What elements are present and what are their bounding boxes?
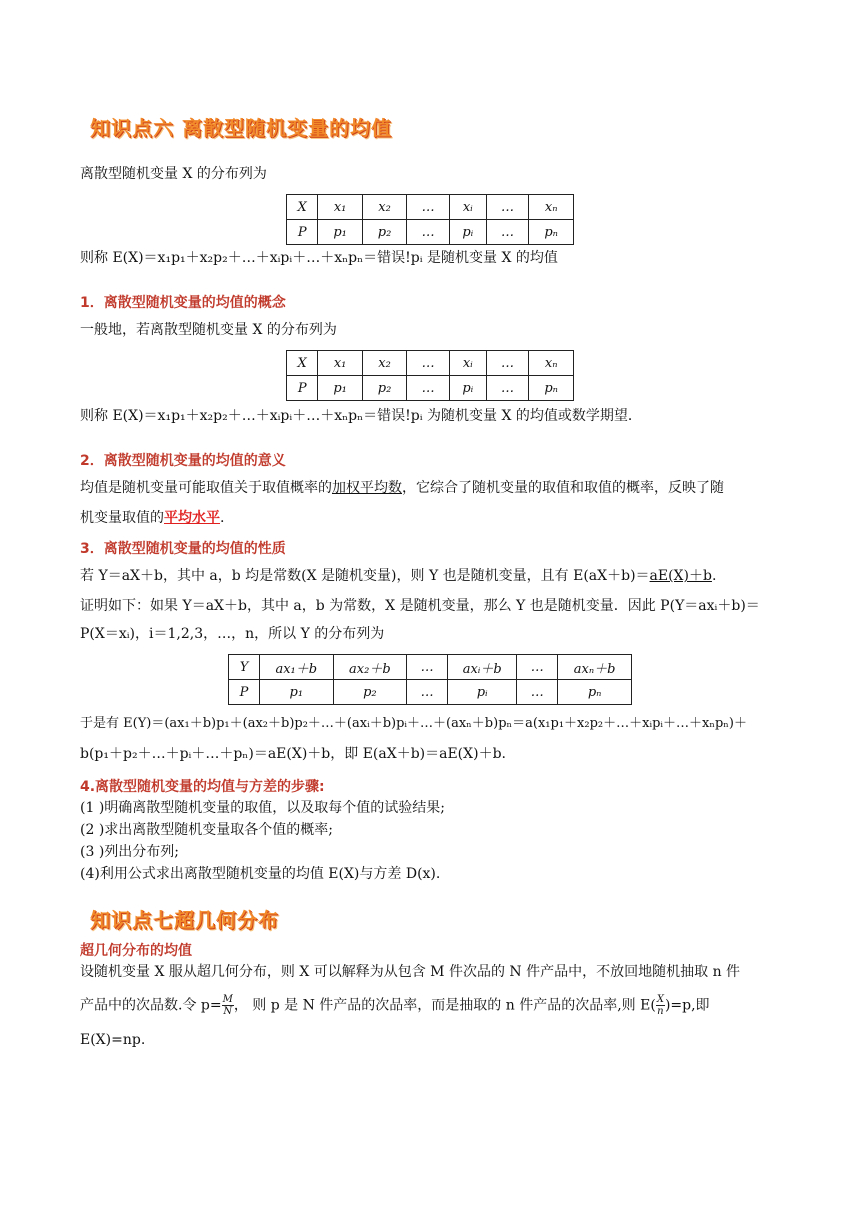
table-cell: p₂	[333, 680, 407, 705]
text-span: ，它综合了随机变量的取值和取值的概率，反映了随	[402, 480, 724, 496]
table-cell: …	[407, 351, 450, 376]
table-cell: …	[517, 655, 558, 680]
fraction-denominator: N	[223, 1006, 233, 1017]
table-row	[229, 655, 632, 680]
table-cell: xᵢ	[450, 195, 486, 220]
table-row	[287, 220, 574, 245]
text-span: .	[711, 568, 717, 584]
table-row	[287, 195, 574, 220]
table-cell: xₙ	[529, 195, 574, 220]
fraction-numerator: M	[222, 994, 233, 1005]
table-cell: axᵢ＋b	[448, 655, 517, 680]
step-item: (4)利用公式求出离散型随机变量的均值 E(X)与方差 D(x).	[80, 866, 441, 882]
fraction-x-over-n	[656, 994, 665, 1017]
table-cell: …	[517, 680, 558, 705]
property-line	[80, 566, 716, 586]
distribution-table-y	[228, 654, 632, 705]
table-cell: xᵢ	[450, 351, 486, 376]
table-row	[287, 351, 574, 376]
table-cell: …	[407, 220, 450, 245]
fraction-m-over-n	[222, 994, 234, 1017]
fraction-numerator: X	[656, 994, 664, 1005]
table-cell: x₂	[362, 351, 406, 376]
meaning-paragraph-line-2	[80, 508, 224, 528]
table-cell: …	[486, 351, 529, 376]
section7-heading: 知识点七超几何分布	[90, 908, 279, 932]
table-cell: pₙ	[529, 376, 574, 401]
fraction-denominator: n	[657, 1006, 664, 1017]
table-cell: …	[407, 195, 450, 220]
result-line-1: 于是有 E(Y)＝(ax₁＋b)p₁＋(ax₂＋b)p₂＋…＋(axᵢ＋b)pᵢ＋…＋(axₙ＋b)pₙ＝a(x₁p₁＋x₂p₂＋…＋xᵢpᵢ＋…＋xₙpₙ)＋	[80, 716, 747, 731]
subsection-4-title: 4.离散型随机变量的均值与方差的步骤:	[80, 779, 325, 795]
table-cell: …	[486, 220, 529, 245]
proof-line-1: 证明如下：如果 Y＝aX＋b，其中 a，b 为常数，X 是随机变量，那么 Y 也是随机变量．因此 P(Y＝axᵢ＋b)＝	[80, 598, 760, 614]
hypergeometric-para-line-2	[80, 994, 710, 1017]
hypergeometric-para-line-3: E(X)=np.	[80, 1032, 146, 1048]
table-cell: p₁	[318, 220, 362, 245]
meaning-paragraph-line-1	[80, 478, 724, 498]
text-span: 产品中的次品数.令 p=	[80, 997, 222, 1014]
table-cell: p₁	[318, 376, 362, 401]
step-item: (3 )列出分布列;	[80, 844, 179, 860]
text-span: )=p,即	[664, 997, 710, 1014]
property-result: aE(X)＋b	[649, 568, 712, 584]
table-cell: x₂	[362, 195, 406, 220]
table-cell: pᵢ	[448, 680, 517, 705]
table-row	[229, 680, 632, 705]
table-cell: Y	[229, 655, 260, 680]
step-item: (2 )求出离散型随机变量取各个值的概率;	[80, 822, 333, 838]
proof-line-2: P(X＝xᵢ)，i＝1,2,3，…，n，所以 Y 的分布列为	[80, 626, 385, 642]
table-cell: P	[287, 220, 318, 245]
table-cell: pₙ	[558, 680, 632, 705]
table-cell: P	[287, 376, 318, 401]
text-span: ， 则 p 是 N 件产品的次品率，而是抽取的 n 件产品的次品率,则 E(	[233, 997, 656, 1014]
table-cell: p₂	[362, 376, 406, 401]
table-cell: ax₂＋b	[333, 655, 407, 680]
table-cell: X	[287, 195, 318, 220]
table-cell: …	[407, 680, 448, 705]
text-span: 若 Y＝aX＋b，其中 a，b 均是常数(X 是随机变量)，则 Y 也是随机变量，且有 E(aX＋b)＝	[80, 568, 650, 584]
expectation-line: 则称 E(X)＝x₁p₁＋x₂p₂＋…＋xᵢpᵢ＋…＋xₙpₙ＝错误!pᵢ 是随机变量 X 的均值	[80, 250, 558, 266]
weighted-average-term: 加权平均数	[332, 480, 402, 496]
result-line-2: b(p₁＋p₂＋…＋pᵢ＋…＋pₙ)＝aE(X)＋b，即 E(aX＋b)＝aE(X)＋b.	[80, 746, 506, 762]
table-cell: pᵢ	[450, 376, 486, 401]
table-cell: p₁	[260, 680, 334, 705]
text-span: 均值是随机变量可能取值关于取值概率的	[80, 480, 332, 496]
hypergeometric-mean-title: 超几何分布的均值	[80, 943, 192, 959]
table-cell: x₁	[318, 195, 362, 220]
table-cell: p₂	[362, 220, 406, 245]
text-span: .	[220, 510, 225, 526]
expectation-definition-line: 则称 E(X)＝x₁p₁＋x₂p₂＋…＋xᵢpᵢ＋…＋xₙpₙ＝错误!pᵢ 为随机变量 X 的均值或数学期望．	[80, 408, 642, 424]
table-cell: …	[486, 376, 529, 401]
table-cell: pᵢ	[450, 220, 486, 245]
table-row	[287, 376, 574, 401]
text-span: 机变量取值的	[80, 510, 164, 526]
section6-heading: 知识点六 离散型随机变量的均值	[90, 116, 392, 140]
table-cell: …	[407, 376, 450, 401]
table-cell: axₙ＋b	[558, 655, 632, 680]
table-cell: x₁	[318, 351, 362, 376]
subsection-3-title: 3．离散型随机变量的均值的性质	[80, 541, 286, 557]
table-cell: xₙ	[529, 351, 574, 376]
subsection-1-title: 1．离散型随机变量的均值的概念	[80, 295, 286, 311]
section6-intro: 离散型随机变量 X 的分布列为	[80, 166, 267, 182]
subsection-1-intro: 一般地，若离散型随机变量 X 的分布列为	[80, 322, 337, 338]
hypergeometric-para-line-1: 设随机变量 X 服从超几何分布，则 X 可以解释为从包含 M 件次品的 N 件产品中，不放回地随机抽取 n 件	[80, 964, 741, 980]
step-item: (1 )明确离散型随机变量的取值，以及取每个值的试验结果;	[80, 800, 445, 816]
table-cell: …	[407, 655, 448, 680]
table-cell: ax₁＋b	[260, 655, 334, 680]
distribution-table-2	[286, 350, 574, 401]
table-cell: X	[287, 351, 318, 376]
subsection-2-title: 2．离散型随机变量的均值的意义	[80, 453, 286, 469]
distribution-table-1	[286, 194, 574, 245]
average-level-term: 平均水平	[164, 510, 220, 526]
table-cell: P	[229, 680, 260, 705]
table-cell: pₙ	[529, 220, 574, 245]
table-cell: …	[486, 195, 529, 220]
